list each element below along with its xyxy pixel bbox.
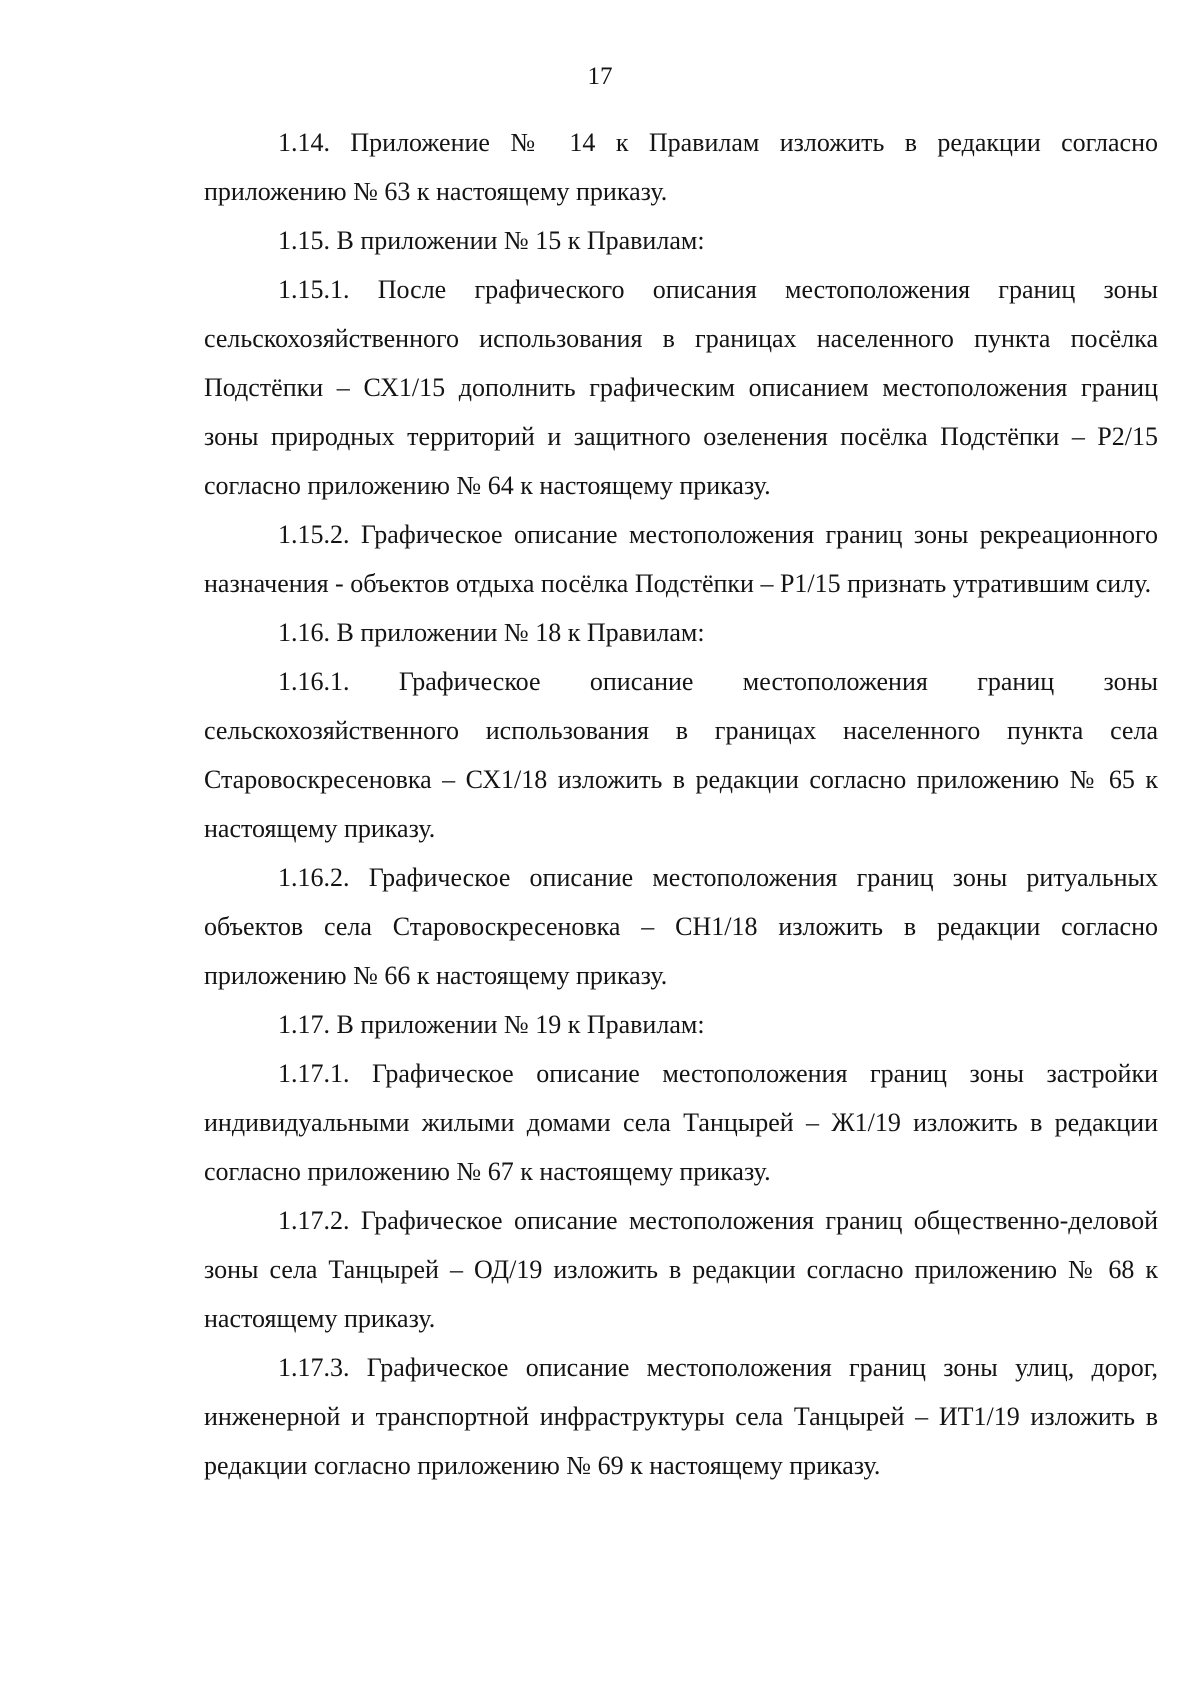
paragraph-1-16-2: 1.16.2. Графическое описание местоположения границ зоны ритуальных объектов села Старовоскресеновка – СН1/18 изложить в редакции согласно приложению № 66 к настоящему приказу. [204, 863, 1158, 990]
paragraph-1-17-3: 1.17.3. Графическое описание местоположения границ зоны улиц, дорог, инженерной и транспортной инфраструктуры села Танцырей – ИТ1/19 изложить в редакции согласно приложению № 69 к настоящему приказу. [204, 1353, 1158, 1480]
paragraph-1-17: 1.17. В приложении № 19 к Правилам: [278, 1010, 705, 1039]
paragraph-1-17-1: 1.17.1. Графическое описание местоположения границ зоны застройки индивидуальными жилыми домами села Танцырей – Ж1/19 изложить в редакции согласно приложению № 67 к настоящему приказу. [204, 1059, 1158, 1186]
paragraph-1-17-2: 1.17.2. Графическое описание местоположения границ общественно-деловой зоны села Танцырей – ОД/19 изложить в редакции согласно приложению № 68 к настоящему приказу. [204, 1206, 1158, 1333]
paragraph-1-16: 1.16. В приложении № 18 к Правилам: [278, 618, 705, 647]
paragraph-1-16-1: 1.16.1. Графическое описание местоположения границ зоны сельскохозяйственного использования в границах населенного пункта села Старовоскресеновка – СХ1/18 изложить в редакции согласно приложению № 65 к настоящему приказу. [204, 667, 1158, 843]
paragraph-1-15-1: 1.15.1. После графического описания местоположения границ зоны сельскохозяйственного использования в границах населенного пункта посёлка Подстёпки – СХ1/15 дополнить графическим описанием местоположения границ зоны природных территорий и защитного озеленения посёлка Подстёпки – Р2/15 согласно приложению № 64 к настоящему приказу. [204, 275, 1158, 500]
paragraph-1-15: 1.15. В приложении № 15 к Правилам: [278, 226, 705, 255]
paragraph-1-14: 1.14. Приложение № 14 к Правилам изложить в редакции согласно приложению № 63 к настоящему приказу. [204, 128, 1158, 206]
paragraph-1-15-2: 1.15.2. Графическое описание местоположения границ зоны рекреационного назначения - объектов отдыха посёлка Подстёпки – Р1/15 признать утратившим силу. [204, 520, 1158, 598]
page-number: 17 [587, 63, 613, 90]
document-body [204, 118, 1158, 1490]
